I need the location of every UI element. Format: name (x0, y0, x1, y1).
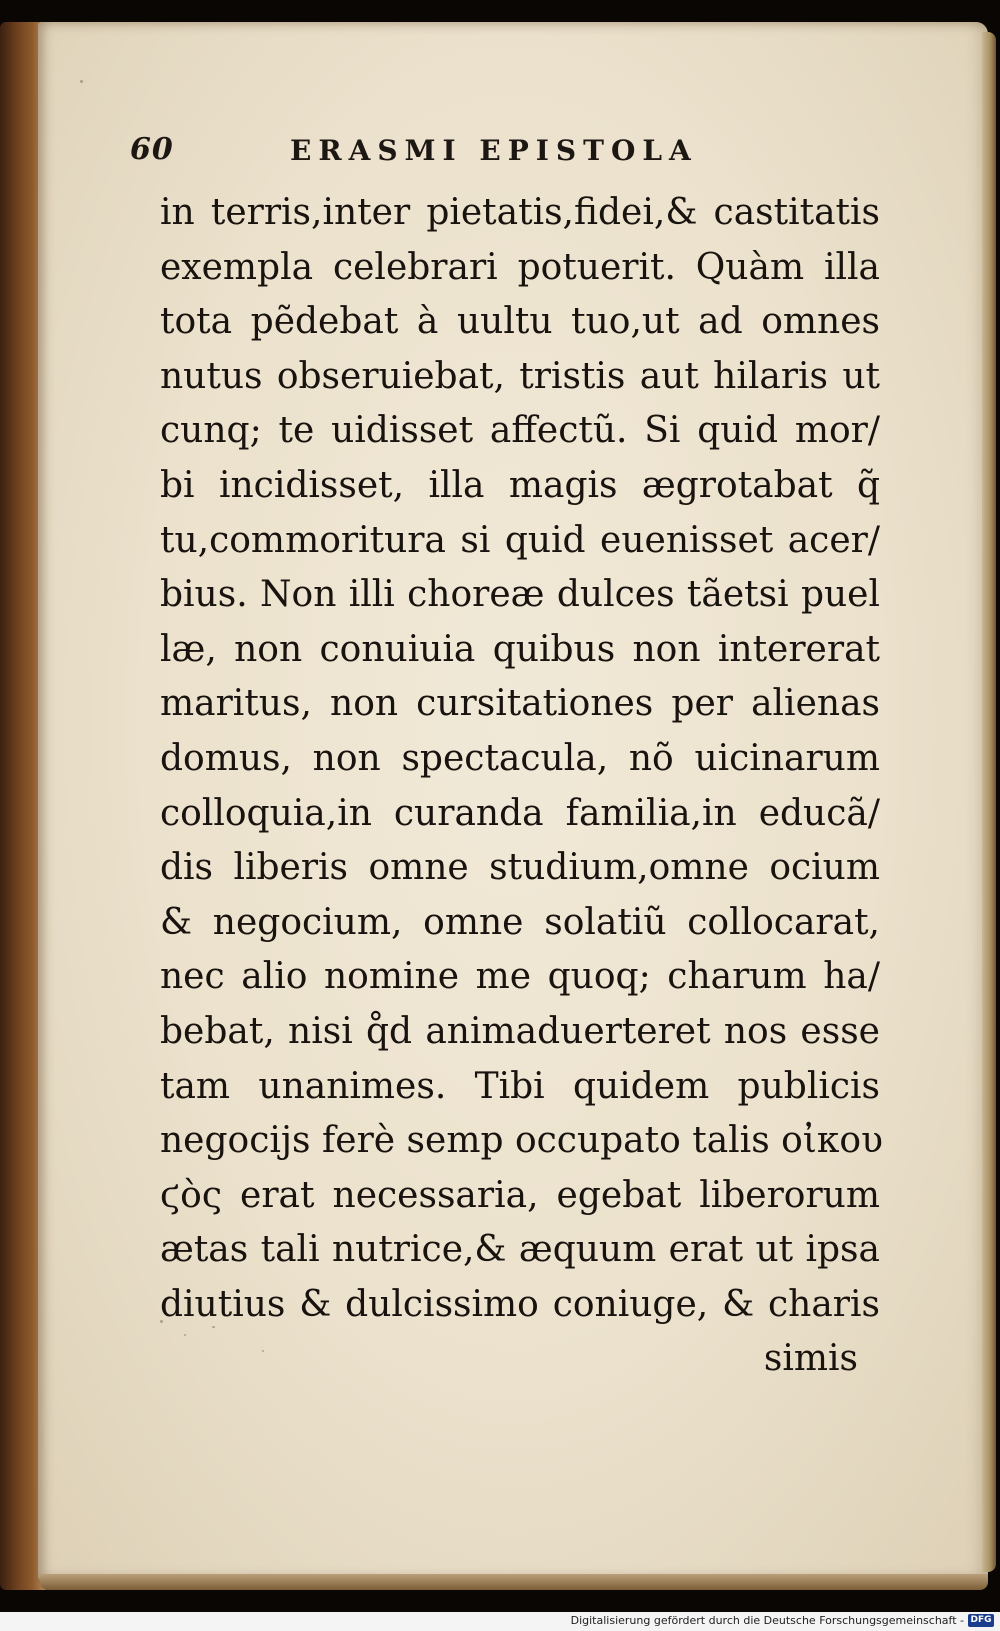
digitization-credit: Digitalisierung gefördert durch die Deutsche Forschungsgemeinschaft - (570, 1614, 964, 1627)
text-line: exempla celebrari potuerit. Quàm illa (160, 246, 880, 288)
dfg-logo: DFG (968, 1614, 994, 1627)
text-line: nec alio nomine me quoq; charum ha/ (160, 956, 880, 998)
paper-speck (160, 1320, 163, 1323)
paper-speck (262, 1350, 264, 1352)
text-line: domus, non spectacula, nõ uicinarum (160, 737, 880, 779)
text-line: negocijs ferè semp occupato talis οἰκου (160, 1120, 883, 1162)
text-line: ætas tali nutrice,& æquum erat ut ipsa (160, 1229, 880, 1271)
text-line: cunq; te uidisset affectũ. Si quid mor/ (160, 410, 880, 452)
text-line: maritus, non cursitationes per alienas (160, 683, 880, 725)
paper-speck (80, 80, 83, 83)
text-line: diutius & dulcissimo coniuge, & charis (160, 1283, 880, 1325)
text-line: & negocium, omne solatiũ collocarat, (160, 901, 880, 943)
text-line: tu,commoritura si quid euenisset acer/ (160, 519, 880, 561)
running-head-title: ERASMI EPISTOLA (290, 134, 698, 167)
paper-speck (184, 1334, 186, 1336)
text-line: ϛὸς erat necessaria, egebat liberorum (160, 1174, 880, 1216)
text-line: nutus obseruiebat, tristis aut hilaris ut (160, 355, 880, 397)
text-line: in terris,inter pietatis,fidei,& castitatis (160, 192, 880, 233)
page-bottom-edge (40, 1574, 988, 1590)
text-line: simis (763, 1338, 858, 1380)
paper-speck (212, 1326, 215, 1328)
text-line: bius. Non illi choreæ dulces tãetsi puel (160, 574, 880, 616)
text-line: bi incidisset, illa magis ægrotabat q̃ (160, 464, 880, 506)
text-line: tam unanimes. Tibi quidem publicis (160, 1065, 880, 1107)
text-line: tota pẽdebat à uultu tuo,ut ad omnes (160, 301, 880, 343)
text-line: colloquia,in curanda familia,in educã/ (160, 792, 880, 834)
page-fore-edge (982, 32, 996, 1572)
page-number: 60 (130, 132, 174, 167)
text-line: bebat, nisi q̊d animaduerteret nos esse (160, 1010, 880, 1052)
running-head (130, 132, 800, 178)
text-line: dis liberis omne studium,omne ocium (160, 847, 880, 889)
text-line: læ, non conuiuia quibus non intererat (160, 628, 880, 670)
body-text (160, 186, 883, 1387)
